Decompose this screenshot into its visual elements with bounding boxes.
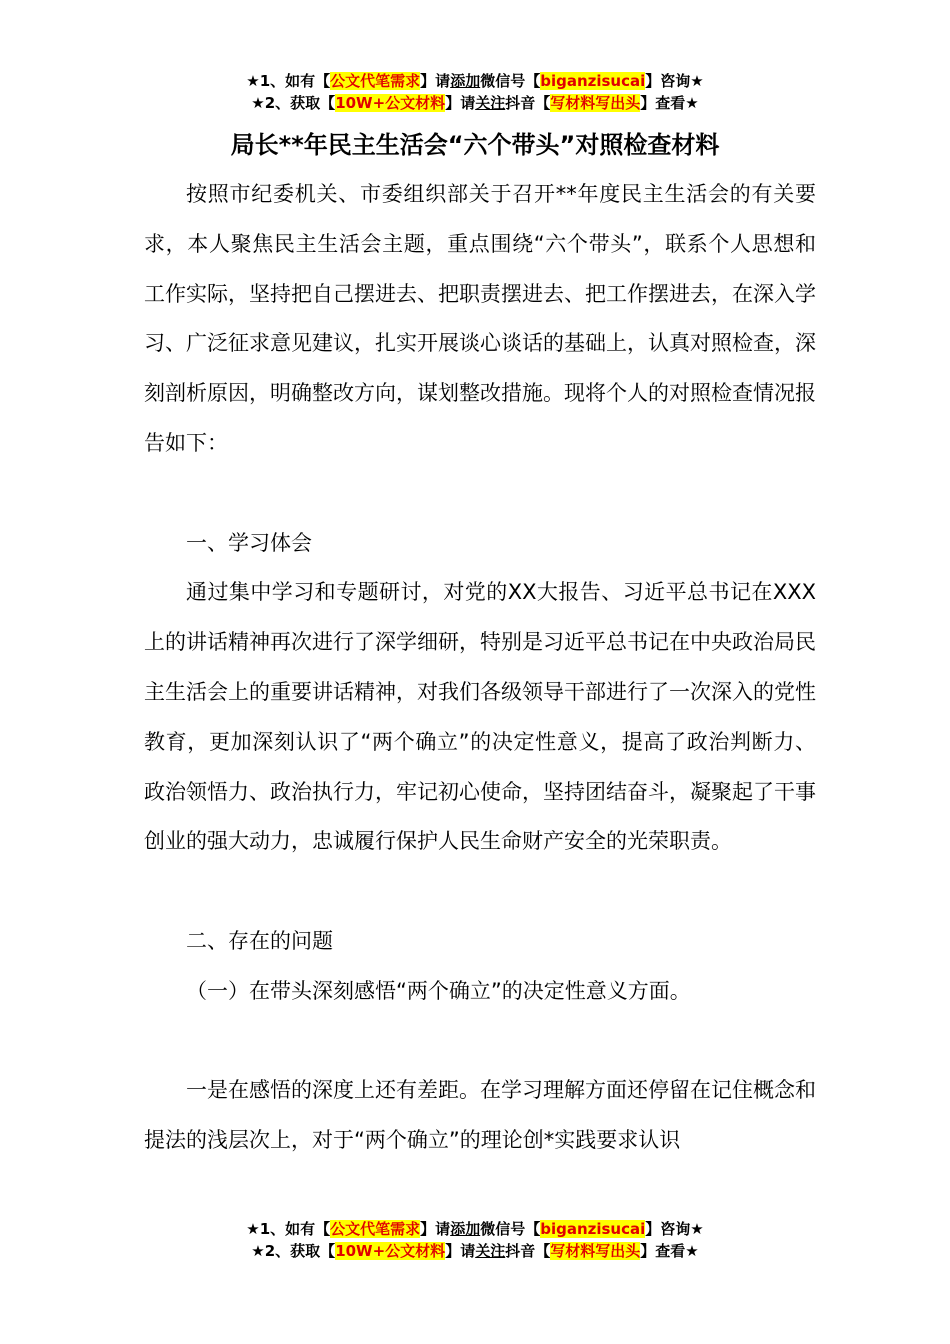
banner-text: 】请: [420, 1220, 451, 1238]
banner-highlight: 公文代笔需求: [330, 1220, 421, 1238]
banner-highlight: 写材料写出头: [550, 94, 641, 112]
banner-text: 】查看★: [640, 94, 699, 112]
banner-line-1: [0, 70, 950, 92]
banner-underline: 关注: [475, 1242, 506, 1260]
banner-text: ★1、如有【: [246, 72, 331, 90]
document-title: 局长**年民主生活会“六个带头”对照检查材料: [230, 131, 720, 159]
paragraph-intro: 按照市纪委机关、市委组织部关于召开**年度民主生活会的有关要求，本人聚焦民主生活会主题，重点围绕“六个带头”，联系个人思想和工作实际，坚持把自己摆进去、把职责摆进去、把工作摆进去，在深入学习、广泛征求意见建议，扎实开展谈心谈话的基础上，认真对照检查，深刻剖析原因，明确整改方向，谋划整改措施。现将个人的对照检查情况报告如下：: [144, 182, 816, 455]
banner-line-2: [0, 92, 950, 114]
banner-text: 】请: [445, 1242, 476, 1260]
document-body: [144, 170, 816, 1166]
banner-text: 微信号【: [480, 1220, 541, 1238]
header-banner: [0, 70, 950, 114]
banner-highlight: 10W+公文材料: [335, 1242, 446, 1260]
banner-text: 】咨询★: [645, 1220, 704, 1238]
paragraph-learning: 通过集中学习和专题研讨，对党的XX大报告、习近平总书记在XXX上的讲话精神再次进行了深学细研，特别是习近平总书记在中央政治局民主生活会上的重要讲话精神，对我们各级领导干部进行了一次深入的党性教育，更加深刻认识了“两个确立”的决定性意义，提高了政治判断力、政治领悟力、政治执行力，牢记初心使命，坚持团结奋斗，凝聚起了干事创业的强大动力，忠诚履行保护人民生命财产安全的光荣职责。: [144, 580, 816, 854]
banner-highlight: biganzisucai: [540, 72, 646, 90]
banner-highlight: biganzisucai: [540, 1220, 646, 1238]
banner-highlight: 10W+公文材料: [335, 94, 446, 112]
banner-highlight: 写材料写出头: [550, 1242, 641, 1260]
banner-text: ★1、如有【: [246, 1220, 331, 1238]
banner-underline: 添加: [450, 1220, 481, 1238]
banner-text: 】查看★: [640, 1242, 699, 1260]
banner-underline: 关注: [475, 94, 506, 112]
banner-text: 抖音【: [505, 1242, 551, 1260]
section-heading-2: 二、存在的问题: [186, 928, 333, 953]
banner-text: ★2、获取【: [251, 1242, 336, 1260]
banner-underline: 添加: [450, 72, 481, 90]
section-heading-1: 一、学习体会: [186, 530, 312, 555]
banner-text: 抖音【: [505, 94, 551, 112]
paragraph-issue-1: 一是在感悟的深度上还有差距。在学习理解方面还停留在记住概念和提法的浅层次上，对于“两个确立”的理论创*实践要求认识: [144, 1078, 816, 1153]
banner-text: 微信号【: [480, 72, 541, 90]
footer-banner: [0, 1218, 950, 1262]
banner-line-1: [0, 1218, 950, 1240]
banner-text: 】咨询★: [645, 72, 704, 90]
banner-text: 】请: [445, 94, 476, 112]
banner-highlight: 公文代笔需求: [330, 72, 421, 90]
banner-line-2: [0, 1240, 950, 1262]
banner-text: 】请: [420, 72, 451, 90]
banner-text: ★2、获取【: [251, 94, 336, 112]
subsection-heading-1: （一）在带头深刻感悟“两个确立”的决定性意义方面。: [186, 978, 691, 1003]
